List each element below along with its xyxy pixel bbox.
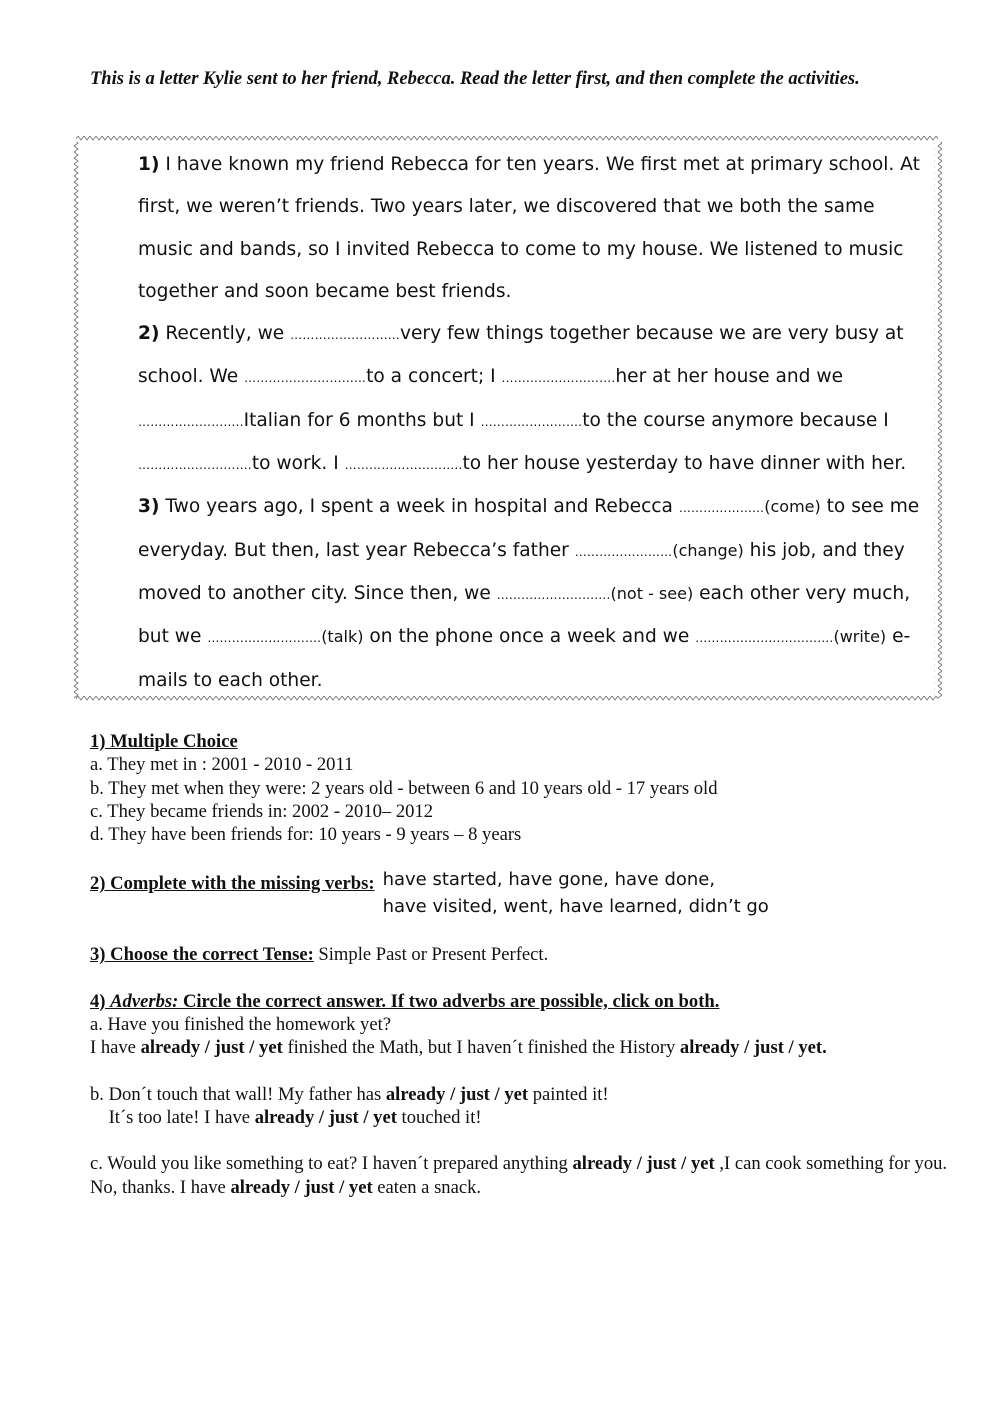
choice-item[interactable]: b. They met when they were: 2 years old - between 6 and 10 years old - 17 years old xyxy=(90,777,718,799)
verb-hint: (talk) xyxy=(321,627,364,647)
section-title-tense: 3) Choose the correct Tense: xyxy=(90,944,314,966)
blank[interactable]: ………………… xyxy=(678,501,765,516)
blank[interactable]: …………………… xyxy=(574,544,673,559)
sentence-text: It´s too late! I have xyxy=(90,1106,255,1128)
sentence-text: No, thanks. I have xyxy=(90,1176,231,1198)
paragraph-text: to her house yesterday to have dinner with her. xyxy=(462,453,907,475)
sentence-text: finished the Math, but I haven´t finished the History xyxy=(282,1037,680,1059)
intro-instructions: This is a letter Kylie sent to her friend, Rebecca. Read the letter first, and then complete the activities. xyxy=(90,69,860,89)
blank[interactable]: ……………………….. xyxy=(344,458,463,473)
section-title-multiple-choice: 1) Multiple Choice xyxy=(90,731,238,752)
paragraph-text: Recently, we xyxy=(159,323,291,345)
verb-hint: (not - see) xyxy=(610,583,694,603)
paragraph-text: to the course anymore because I xyxy=(582,409,889,431)
paragraph-text: her at her house and we xyxy=(615,366,844,388)
blank[interactable]: ……………………… xyxy=(290,328,400,343)
paragraph-text: on the phone once a week and we xyxy=(363,626,696,648)
verb-hint: (write) xyxy=(833,627,887,647)
choice-item[interactable]: a. They met in : 2001 - 2010 - 2011 xyxy=(90,754,354,776)
choice-item[interactable]: d. They have been friends for: 10 years - 9 years – 8 years xyxy=(90,824,522,846)
sentence-text: touched it! xyxy=(396,1106,482,1128)
activities xyxy=(90,730,950,1199)
adverb-options[interactable]: already / just / yet. xyxy=(679,1037,827,1059)
paragraph-text: to a concert; I xyxy=(366,366,502,388)
blank[interactable]: …………………….. xyxy=(138,414,244,429)
verb-bank xyxy=(383,866,769,920)
paragraph-number: 1) xyxy=(138,154,160,175)
paragraph-text: his job, and they moved to another city. Since then, we xyxy=(138,539,905,604)
tense-text: Simple Past or Present Perfect. xyxy=(313,944,549,966)
answer-b xyxy=(90,1106,950,1129)
blank[interactable]: ………………………. xyxy=(501,371,616,386)
section-word: Adverbs: xyxy=(110,990,179,1012)
adverb-options[interactable]: already / just / yet xyxy=(140,1037,283,1059)
paragraph-text: Italian for 6 months but I xyxy=(243,409,481,431)
verb-bank-line: have visited, went, have learned, didn’t go xyxy=(382,896,769,918)
blank[interactable]: ………………………. xyxy=(207,631,322,646)
adverb-options[interactable]: already / just / yet xyxy=(230,1176,373,1198)
letter-paragraph-2 xyxy=(90,313,920,486)
paragraph-text: each other very much, but we xyxy=(138,582,911,648)
paragraph-text: very few things together because we are very busy at school. We xyxy=(138,323,904,388)
paragraph-number: 2) xyxy=(138,323,160,345)
missing-verbs-section xyxy=(90,869,950,920)
choice-item[interactable]: c. They became friends in: 2002 - 2010– 2012 xyxy=(90,800,434,822)
sentence-text: ,I can cook something for you. xyxy=(714,1153,948,1175)
sentence-text: b. Don´t touch that wall! My father has xyxy=(90,1083,386,1105)
tense-section xyxy=(90,943,950,966)
answer-c xyxy=(90,1176,950,1199)
verb-hint: (come) xyxy=(764,497,821,517)
question-b xyxy=(90,1083,950,1106)
paragraph-text: Two years ago, I spent a week in hospital and Rebecca xyxy=(159,496,679,518)
question-c xyxy=(90,1152,950,1175)
section-number: 4) xyxy=(90,990,111,1012)
section-title-adverbs xyxy=(90,990,950,1013)
blank[interactable]: ……………………. xyxy=(480,414,583,429)
blank[interactable]: ………………………. xyxy=(138,458,252,473)
section-title-missing-verbs: 2) Complete with the missing verbs: xyxy=(90,873,375,895)
sentence-text: c. Would you like something to eat? I haven´t prepared anything xyxy=(90,1153,573,1175)
blank[interactable]: ……………………………. xyxy=(695,631,834,646)
sentence-text: painted it! xyxy=(528,1083,609,1105)
paragraph-number: 3) xyxy=(138,496,160,518)
letter-paragraph-1 xyxy=(90,144,920,313)
blank[interactable]: ………………………… xyxy=(244,371,367,386)
paragraph-text: e-mails to each other. xyxy=(138,626,911,691)
adverb-options[interactable]: already / just / yet xyxy=(254,1106,397,1128)
section-instruction: Circle the correct answer. If two adverbs are possible, click on both. xyxy=(178,990,720,1012)
verb-bank-line: have started, have gone, have done, xyxy=(382,869,716,891)
adverb-options[interactable]: already / just / yet xyxy=(385,1083,529,1105)
blank[interactable]: ………………………. xyxy=(496,587,611,602)
question-a: a. Have you finished the homework yet? xyxy=(90,1014,392,1036)
letter-paragraph-3 xyxy=(90,486,920,701)
paragraph-text: to work. I xyxy=(251,453,345,475)
answer-a xyxy=(90,1036,950,1059)
letter-body xyxy=(90,144,920,702)
paragraph-text: to see me everyday. But then, last year Rebecca’s father xyxy=(138,496,920,561)
verb-hint: (change) xyxy=(672,540,744,560)
sentence-text: eaten a snack. xyxy=(372,1176,482,1198)
adverb-options[interactable]: already / just / yet xyxy=(572,1153,715,1175)
paragraph-text: I have known my friend Rebecca for ten years. We first met at primary school. At first, we weren’t friends. Two years later, we discovered that we both the same music and bands, so I invited Rebecca to come to my house. We listened to music together and soon became best friends. xyxy=(138,154,920,302)
sentence-text: I have xyxy=(90,1037,141,1059)
